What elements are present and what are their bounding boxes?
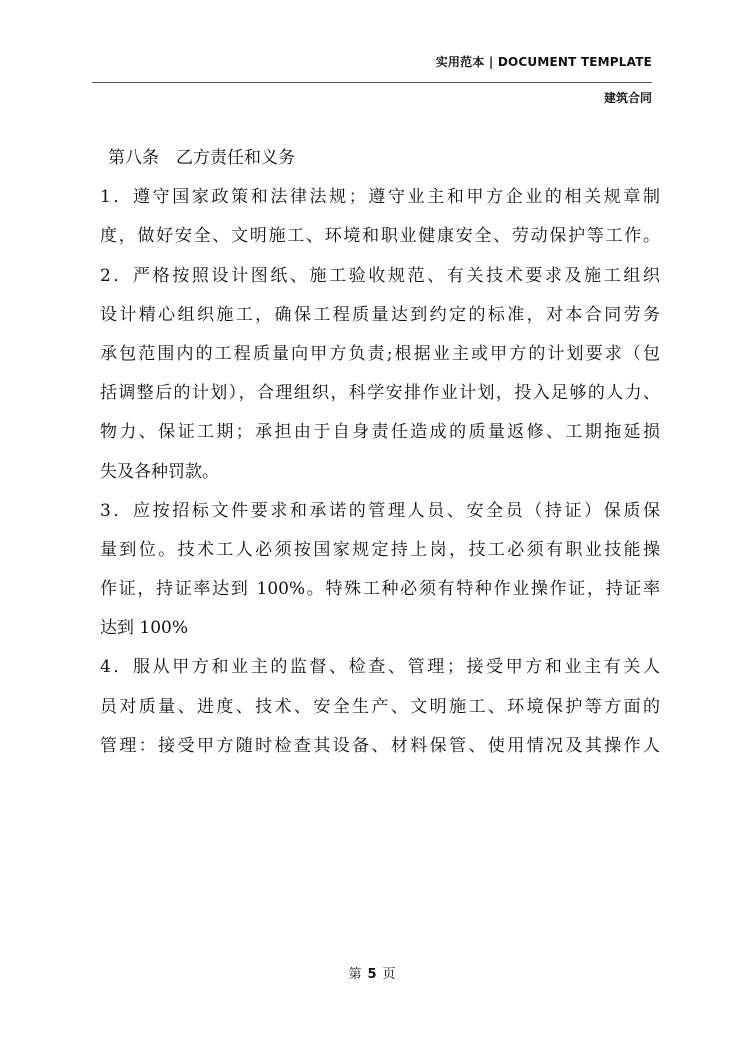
- page-footer: [0, 963, 744, 982]
- paragraph-line: 承包范围内的工程质量向甲方负责;根据业主或甲方的计划要求（包: [100, 343, 660, 364]
- paragraph-line: 括调整后的计划），合理组织，科学安排作业计划，投入足够的人力、: [100, 383, 660, 404]
- page-label-prefix: 第: [348, 967, 362, 982]
- paragraph-line: 1．遵守国家政策和法律法规；遵守业主和甲方企业的相关规章制: [100, 187, 660, 208]
- paragraph-line: 作证，持证率达到 100%。特殊工种必须有特种作业操作证，持证率: [100, 579, 660, 600]
- paragraph-line: 失及各种罚款。: [100, 461, 219, 482]
- paragraph-line: 员对质量、进度、技术、安全生产、文明施工、环境保护等方面的: [100, 696, 660, 717]
- paragraph-line: 度，做好安全、文明施工、环境和职业健康安全、劳动保护等工作。: [100, 226, 660, 247]
- header-subtitle: 建筑合同: [603, 91, 652, 105]
- header-divider: [92, 82, 652, 83]
- page-number: 5: [367, 967, 377, 982]
- page-label-suffix: 页: [382, 967, 396, 982]
- paragraph-line: 4．服从甲方和业主的监督、检查、管理；接受甲方和业主有关人: [100, 657, 660, 678]
- article-heading: 第八条 乙方责任和义务: [108, 148, 295, 168]
- paragraph-line: 达到 100%: [100, 618, 189, 639]
- paragraph-line: 量到位。技术工人必须按国家规定持上岗，技工必须有职业技能操: [100, 539, 660, 560]
- paragraph-line: 3．应按招标文件要求和承诺的管理人员、安全员（持证）保质保: [100, 500, 660, 521]
- header-title: 实用范本 | DOCUMENT TEMPLATE: [435, 55, 652, 69]
- article-body: [100, 139, 660, 766]
- paragraph-line: 2．严格按照设计图纸、施工验收规范、有关技术要求及施工组织: [100, 265, 660, 286]
- paragraph-line: 设计精心组织施工，确保工程质量达到约定的标准，对本合同劳务: [100, 304, 660, 325]
- paragraph-line: 物力、保证工期；承担由于自身责任造成的质量返修、工期拖延损: [100, 422, 660, 443]
- paragraph-line: 管理：接受甲方随时检查其设备、材料保管、使用情况及其操作人: [100, 735, 660, 756]
